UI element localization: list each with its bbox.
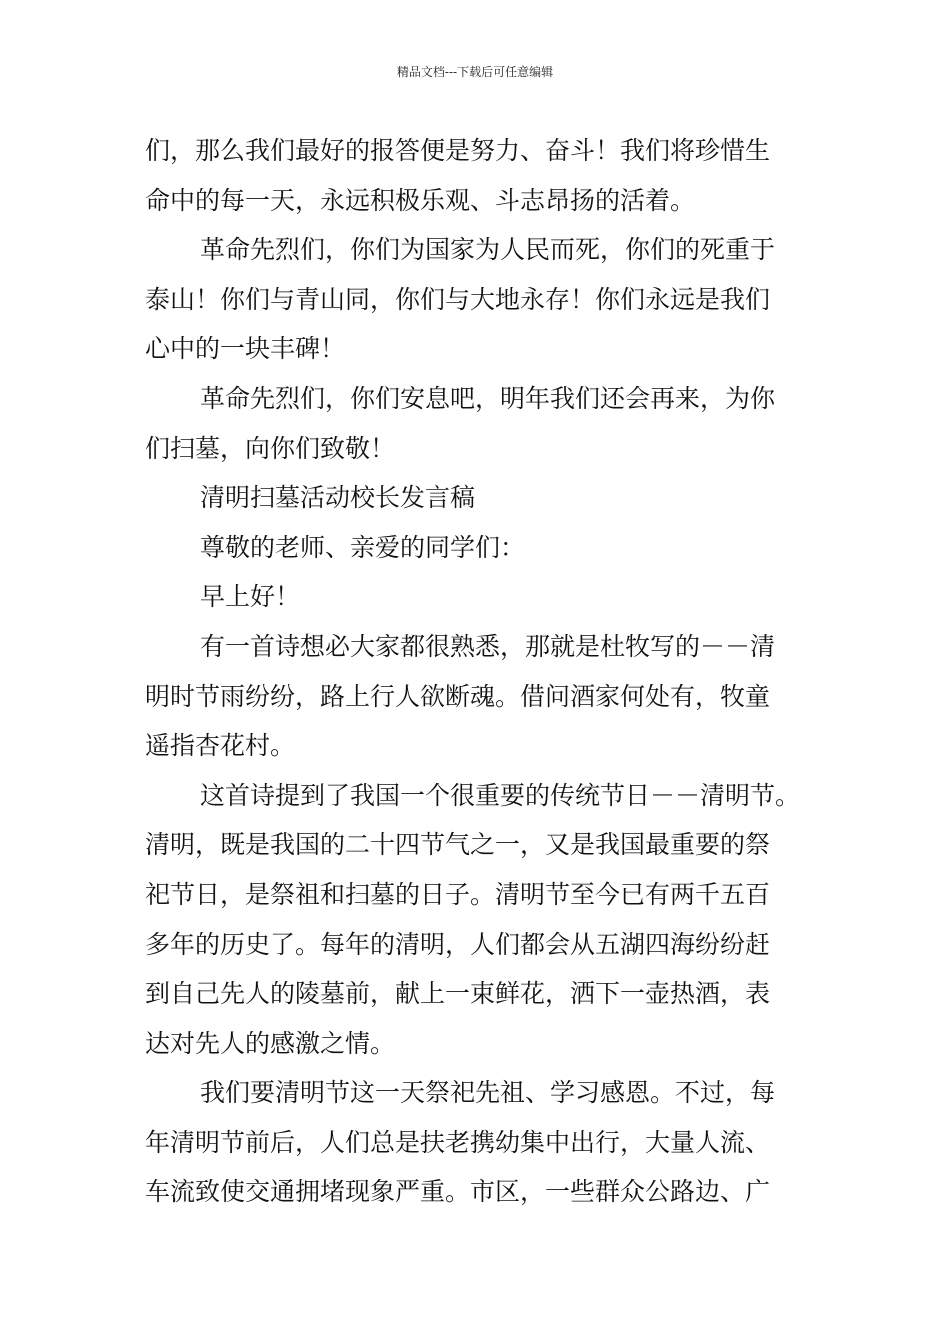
text-line: 年清明节前后，人们总是扶老携幼集中出行，大量人流、 [145,1127,771,1157]
document-body [145,126,865,1217]
text-line: 们扫墓，向你们致敬！ [145,433,396,463]
text-line: 革命先烈们，你们安息吧，明年我们还会再来，为你 [200,383,776,413]
page-header: 精品文档---下载后可任意编辑 [396,65,554,79]
text-line: 祀节日，是祭祖和扫墓的日子。清明节至今已有两千五百 [145,879,771,909]
text-line: 车流致使交通拥堵现象严重。市区，一些群众公路边、广 [145,1177,771,1207]
text-line: 命中的每一天，永远积极乐观、斗志昂扬的活着。 [145,185,696,215]
text-line: 清明，既是我国的二十四节气之一，又是我国最重要的祭 [145,830,771,860]
salutation: 尊敬的老师、亲爱的同学们： [200,532,526,562]
text-line: 明时节雨纷纷，路上行人欲断魂。借问酒家何处有，牧童 [145,681,771,711]
text-line: 我们要清明节这一天祭祀先祖、学习感恩。不过，每 [200,1078,776,1108]
text-line: 这首诗提到了我国一个很重要的传统节日－－清明节。 [200,780,801,810]
section-title: 清明扫墓活动校长发言稿 [200,483,476,513]
text-line: 泰山！你们与青山同，你们与大地永存！你们永远是我们 [145,284,771,314]
text-line: 达对先人的感激之情。 [145,1028,396,1058]
text-line: 们，那么我们最好的报答便是努力、奋斗！我们将珍惜生 [145,136,771,165]
text-line: 有一首诗想必大家都很熟悉，那就是杜牧写的－－清 [200,631,776,661]
text-line: 心中的一块丰碑！ [145,334,346,364]
text-line: 多年的历史了。每年的清明，人们都会从五湖四海纷纷赶 [145,929,771,959]
text-line: 遥指杏花村。 [145,731,296,761]
text-line: 革命先烈们，你们为国家为人民而死，你们的死重于 [200,235,776,265]
text-line: 到自己先人的陵墓前，献上一束鲜花，洒下一壶热酒，表 [145,979,771,1009]
greeting: 早上好！ [200,582,301,612]
